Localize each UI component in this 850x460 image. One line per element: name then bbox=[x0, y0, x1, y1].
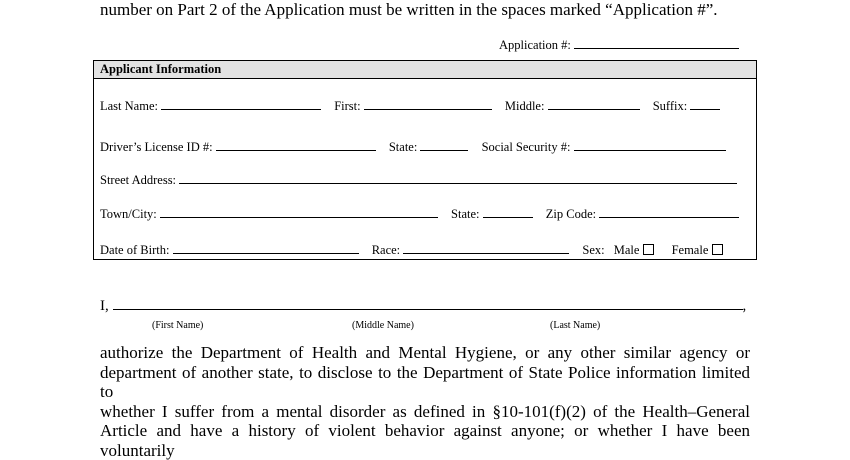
intro-text: number on Part 2 of the Application must be written in the spaces marked “Application #”. bbox=[100, 0, 718, 19]
first-name-caption: (First Name) bbox=[152, 320, 204, 331]
license-row bbox=[100, 138, 726, 155]
section-title: Applicant Information bbox=[94, 61, 756, 79]
sex-label: Sex: bbox=[582, 243, 605, 257]
last-name-line[interactable] bbox=[161, 97, 321, 110]
application-number-line[interactable] bbox=[574, 36, 739, 49]
zip-code-line[interactable] bbox=[599, 205, 739, 218]
application-number-field[interactable] bbox=[499, 36, 739, 53]
suffix-line[interactable] bbox=[690, 97, 720, 110]
i-label: I, bbox=[100, 298, 109, 314]
paragraph-line: whether I suffer from a mental disorder as defined in §10-101(f)(2) of the Health–General bbox=[100, 401, 750, 421]
consent-name-line bbox=[100, 297, 746, 315]
date-of-birth-label: Date of Birth: bbox=[100, 243, 170, 257]
date-of-birth-line[interactable] bbox=[173, 241, 359, 254]
race-label: Race: bbox=[371, 243, 401, 257]
last-name-caption: (Last Name) bbox=[550, 320, 601, 331]
full-name-line[interactable] bbox=[113, 297, 743, 310]
address-row bbox=[100, 171, 737, 188]
paragraph-line: Article and have a history of violent behavior against anyone; or whether I have been voluntarily bbox=[100, 421, 750, 460]
zip-code-label: Zip Code: bbox=[545, 207, 597, 221]
suffix-label: Suffix: bbox=[652, 99, 688, 113]
address-state-line[interactable] bbox=[483, 205, 533, 218]
name-row bbox=[100, 97, 720, 114]
license-state-label: State: bbox=[388, 140, 418, 154]
drivers-license-line[interactable] bbox=[216, 138, 376, 151]
middle-name-caption: (Middle Name) bbox=[352, 320, 414, 331]
ssn-line[interactable] bbox=[574, 138, 726, 151]
application-number-label: Application #: bbox=[499, 38, 571, 52]
birth-row bbox=[100, 241, 723, 258]
town-city-label: Town/City: bbox=[100, 207, 157, 221]
trailing-comma: , bbox=[742, 298, 747, 314]
ssn-label: Social Security #: bbox=[481, 140, 571, 154]
first-name-label: First: bbox=[334, 99, 361, 113]
first-name-line[interactable] bbox=[364, 97, 492, 110]
authorization-paragraph bbox=[100, 343, 750, 460]
drivers-license-label: Driver’s License ID #: bbox=[100, 140, 213, 154]
last-name-label: Last Name: bbox=[100, 99, 158, 113]
street-address-line[interactable] bbox=[179, 171, 737, 184]
street-address-label: Street Address: bbox=[100, 173, 177, 187]
paragraph-line: authorize the Department of Health and Mental Hygiene, or any other similar agency or bbox=[100, 343, 750, 362]
race-line[interactable] bbox=[403, 241, 569, 254]
female-checkbox[interactable] bbox=[712, 244, 723, 255]
applicant-information-box bbox=[93, 60, 757, 260]
town-city-line[interactable] bbox=[160, 205, 438, 218]
male-label: Male bbox=[613, 243, 640, 257]
female-label: Female bbox=[671, 243, 709, 257]
middle-name-line[interactable] bbox=[548, 97, 640, 110]
license-state-line[interactable] bbox=[420, 138, 468, 151]
paragraph-line: department of another state, to disclose to the Department of State Police information limited to bbox=[100, 362, 750, 401]
male-checkbox[interactable] bbox=[643, 244, 654, 255]
middle-name-label: Middle: bbox=[504, 99, 545, 113]
city-row bbox=[100, 205, 739, 222]
address-state-label: State: bbox=[451, 207, 480, 221]
